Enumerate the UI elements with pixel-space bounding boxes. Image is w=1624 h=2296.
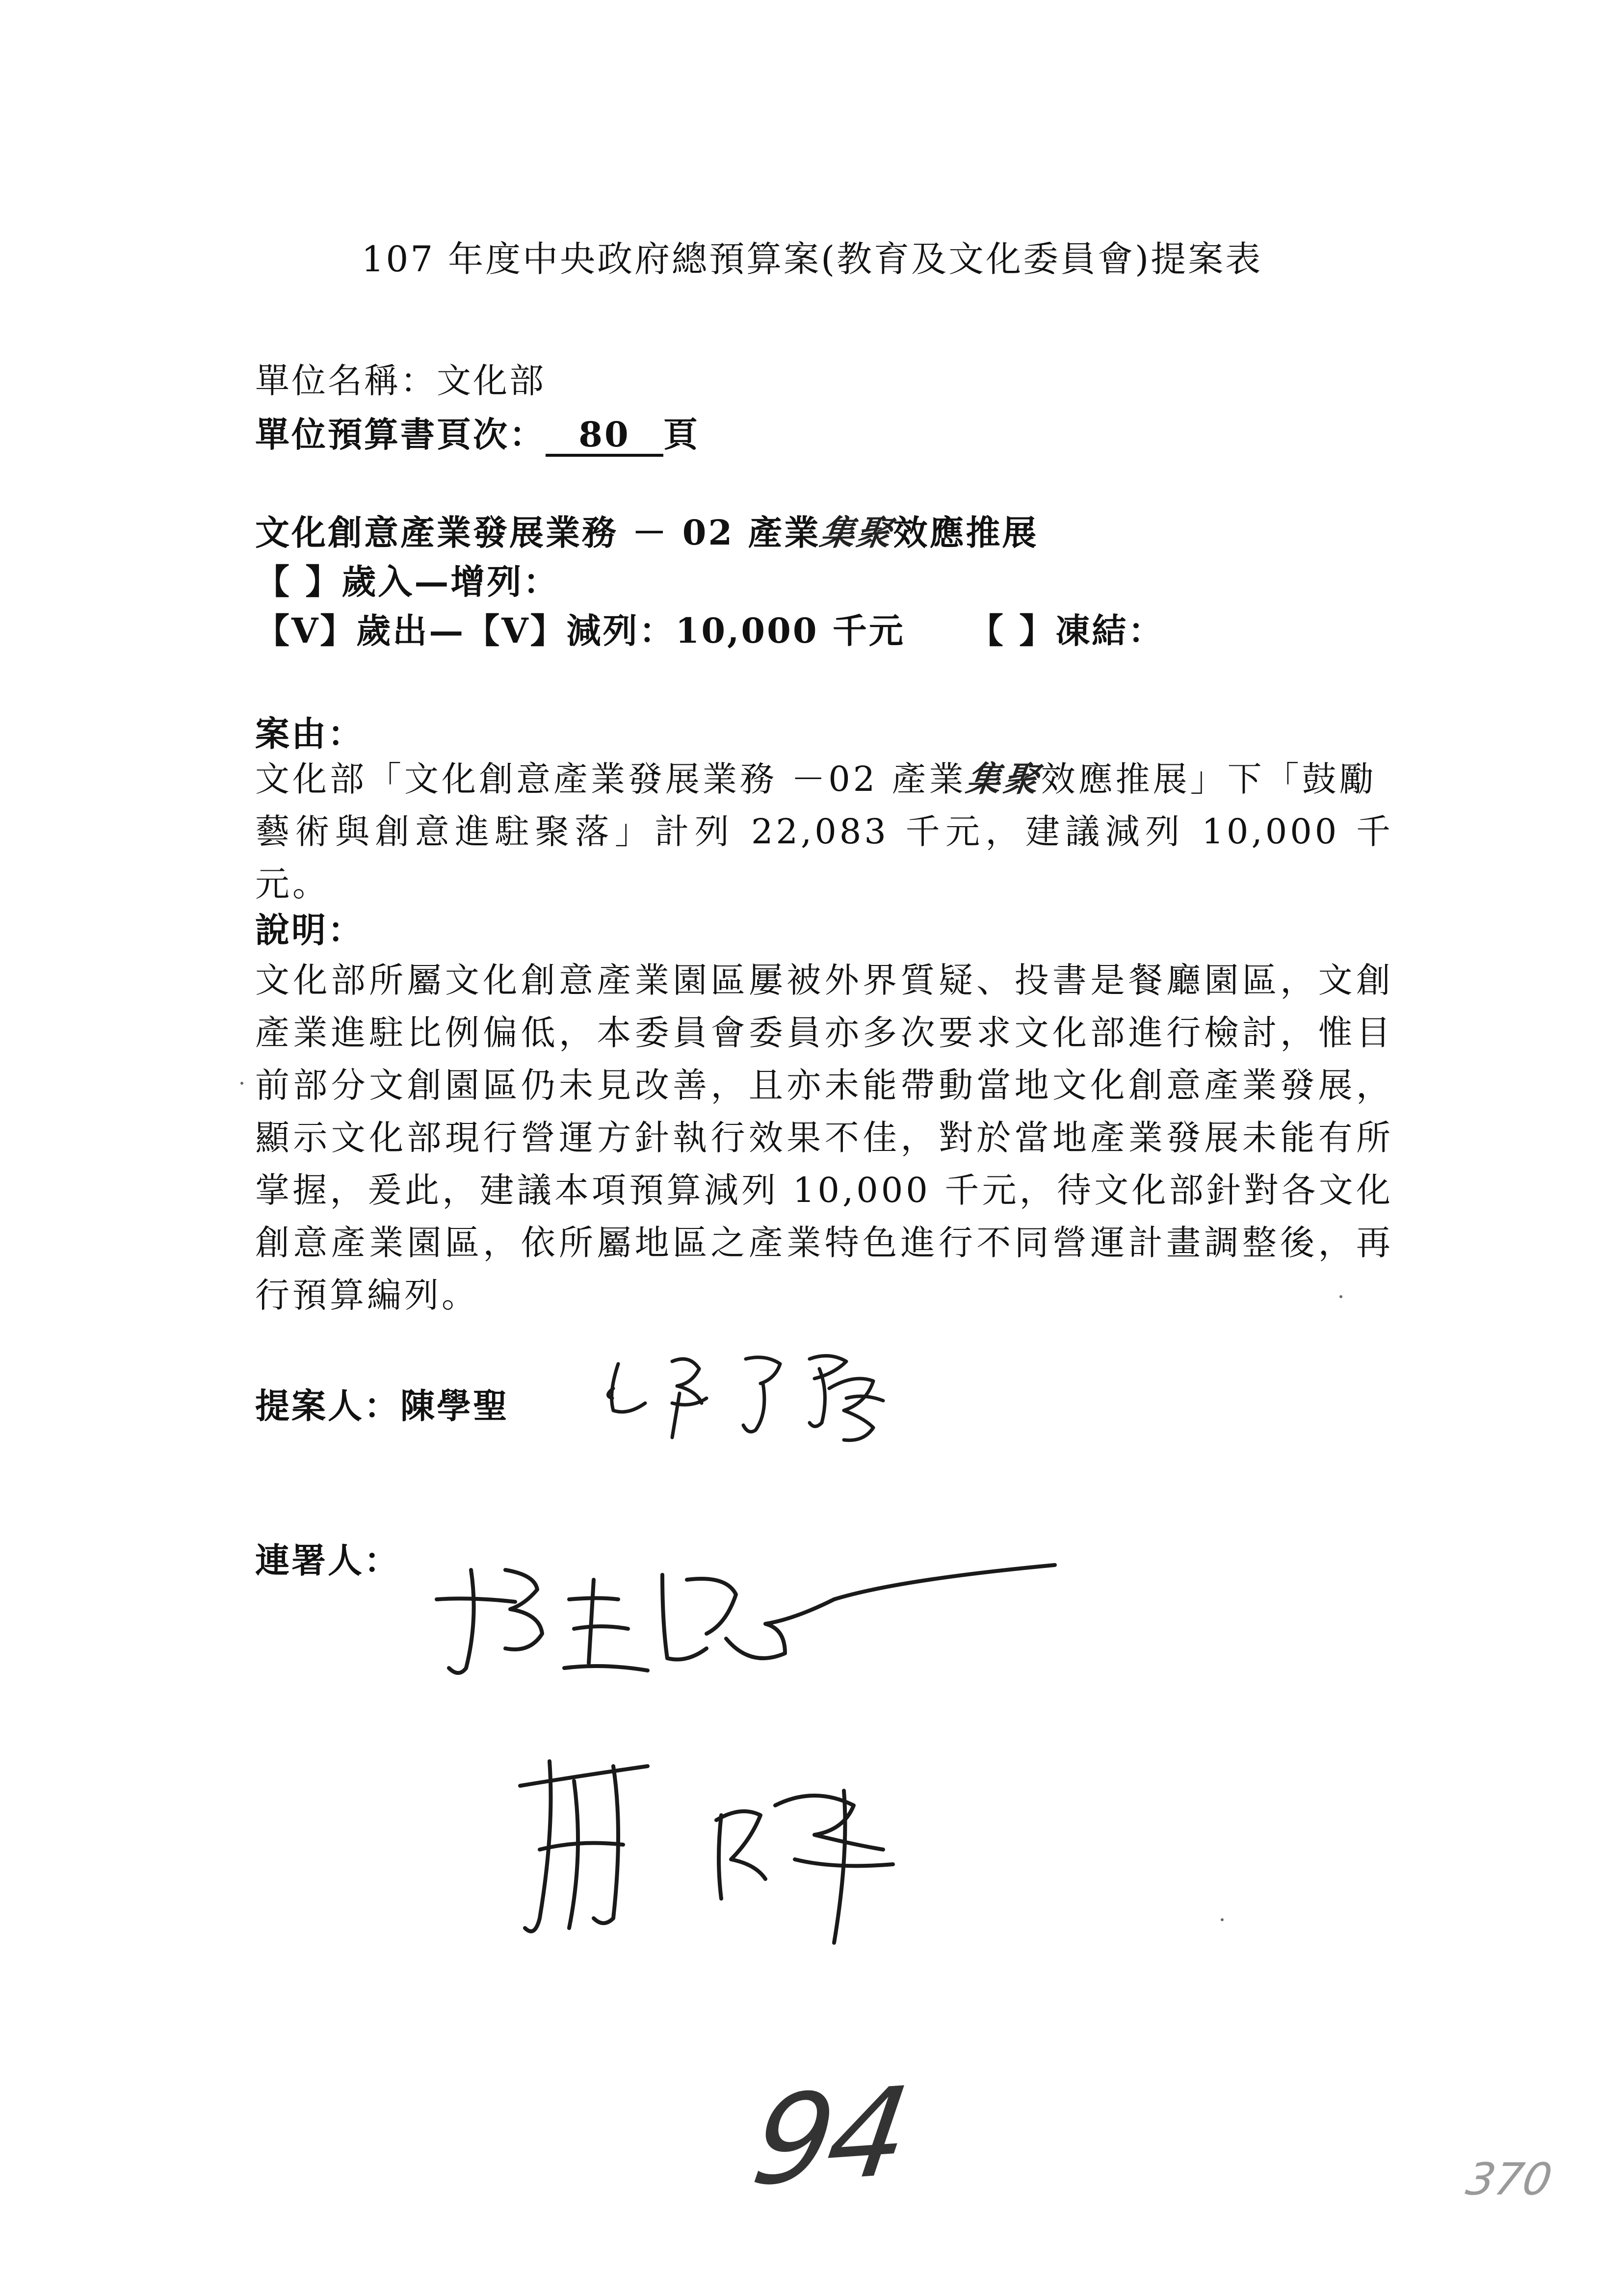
handwritten-page-count: 94 <box>744 2060 913 2214</box>
reason-line-1-suffix: 效應推展」下「鼓勵 <box>1041 759 1377 799</box>
corner-page-number: 370 <box>1462 2154 1556 2205</box>
program-suffix: 效應推展 <box>893 512 1039 553</box>
reason-line-1 <box>255 753 1393 806</box>
budget-page-number: 80 <box>546 417 663 457</box>
cosigners-label: 連署人： <box>255 1540 400 1581</box>
expense-line <box>255 603 1164 653</box>
scan-speck <box>240 1082 243 1085</box>
budget-page-reference <box>255 407 700 457</box>
scan-speck <box>1221 1918 1224 1921</box>
reason-handwritten-correction: 集聚 <box>963 759 1044 799</box>
revenue-line: 【 】歲入—增列： <box>255 561 560 602</box>
program-handwritten-correction: 集聚 <box>817 513 896 553</box>
proposer-label: 提案人：陳學聖 <box>255 1385 509 1426</box>
proposer-signature <box>599 1325 903 1472</box>
program-title <box>255 505 1039 555</box>
freeze-option: 【 】凍結： <box>969 610 1165 651</box>
unit-name: 單位名稱：文化部 <box>255 361 546 401</box>
scan-speck <box>1339 1295 1342 1298</box>
reason-text <box>255 753 1393 911</box>
program-prefix: 文化創意產業發展業務 － 02 產業 <box>255 512 821 553</box>
reason-line-1-prefix: 文化部「文化創意產業發展業務 －02 產業 <box>255 759 967 799</box>
cosigner-signature-1 <box>432 1550 1070 1712</box>
document-title: 107 年度中央政府總預算案(教育及文化委員會)提案表 <box>361 238 1263 280</box>
reason-line-2: 藝術與創意進駐聚落」計列 22,083 千元，建議減列 10,000 千元。 <box>255 811 1393 904</box>
budget-page-suffix: 頁 <box>663 414 700 455</box>
explanation-label: 說明： <box>255 910 364 950</box>
explanation-text: 文化部所屬文化創意產業園區屢被外界質疑、投書是餐廳園區，文創產業進駐比例偏低，本委員會委員亦多次要求文化部進行檢討，惟目前部分文創園區仍未見改善，且亦未能帶動當地文化創意產業發展，顯示文化部現行營運方針執行效果不佳，對於當地產業發展未能有所掌握，爰此，建議本項預算減列 10,000 千元，待文化部針對各文化創意產業園區，依所屬地區之產業特色進行不同營運計畫調整後，再行預算編列。 <box>255 960 1393 1315</box>
reason-label: 案由： <box>255 713 364 754</box>
cosigner-signature-2 <box>510 1732 942 1948</box>
expense-reduction: 【V】歲出—【V】減列：10,000 千元 <box>255 610 905 651</box>
budget-page-label: 單位預算書頁次： <box>255 414 546 455</box>
